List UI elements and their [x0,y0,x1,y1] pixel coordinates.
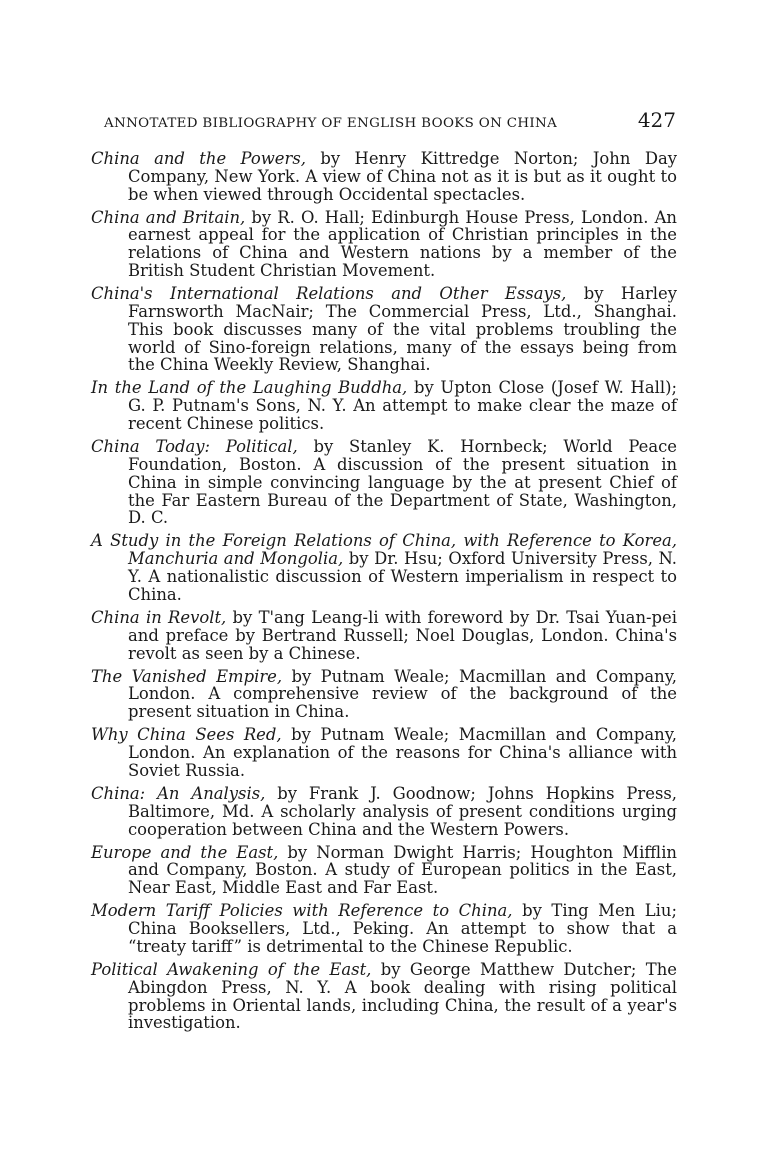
entry-text: by Harley Farnsworth MacNair; The Commercial Press, Ltd., Shanghai. This book discusses many of the vital problems troubling the world of Sino-foreign relations, many of the essays being from the China Weekly Review, Shanghai. [128,284,678,375]
entry-text: by Frank J. Goodnow; Johns Hopkins Press, Baltimore, Md. A scholarly analysis of present conditions urging cooperation between China and the Western Powers. [128,783,677,839]
bibliography-entry [91,609,677,662]
entry-title: Why China Sees Red, [91,725,282,745]
entry-text: by R. O. Hall; Edinburgh House Press, London. An earnest appeal for the application of Christian principles in the relations of China and Western nations by a member of the British Student Christian Movement. [128,207,677,281]
bibliography-entry [91,844,677,897]
bibliography-entry [91,438,677,527]
bibliography-entry [91,150,677,203]
running-head: ANNOTATED BIBLIOGRAPHY OF ENGLISH BOOKS ON CHINA [104,116,558,131]
entry-text: by Upton Close (Josef W. Hall); G. P. Putnam's Sons, N. Y. An attempt to make clear the maze of recent Chinese politics. [128,378,677,434]
bibliography-entry [91,785,677,838]
entry-title: China Today: Political, [91,437,298,457]
entry-text: by Henry Kittredge Norton; John Day Company, New York. A view of China not as it is but as it ought to be when viewed through Occidental spectacles. [128,149,677,204]
bibliography-entry [91,668,677,721]
bibliography-entry [91,726,677,779]
entry-title: China: An Analysis, [91,783,266,803]
entry-title: The Vanished Empire, [91,666,283,686]
entry-text: by Ting Men Liu; China Booksellers, Ltd., Peking. An attempt to show that a “treaty tariff” is detrimental to the Chinese Republic. [128,901,677,956]
page-number: 427 [637,108,676,132]
bibliography-entry [91,902,677,955]
entry-text: by T'ang Leang-li with foreword by Dr. Tsai Yuan-pei and preface by Bertrand Russell; Noel Douglas, London. China's revolt as seen by a Chinese. [128,607,677,663]
bibliography-entry [91,379,677,432]
entry-title: A Study in the Foreign Relations of China, with Reference to Korea, Manchuria and Mongolia, [91,531,677,569]
entry-title: In the Land of the Laughing Buddha, [91,378,408,398]
entry-title: China's International Relations and Other Essays, [91,284,567,304]
entry-title: Modern Tariff Policies with Reference to China, [91,901,513,921]
entry-text: by George Matthew Dutcher; The Abingdon Press, N. Y. A book dealing with rising political problems in Oriental lands, including China, the result of a year's investigation. [128,960,677,1033]
bibliography-entry [91,961,677,1032]
entry-text: by Putnam Weale; Macmillan and Company, London. A comprehensive review of the background of the present situation in China. [128,666,677,722]
bibliography-entry [91,285,677,374]
bibliography-list [91,150,677,1038]
entry-text: by Stanley K. Hornbeck; World Peace Foundation, Boston. A discussion of the present situation in China in simple convincing language by the at present Chief of the Far Eastern Bureau of the Department of State, Washington, D. C. [128,437,677,528]
entry-title: Political Awakening of the East, [91,960,372,980]
entry-title: Europe and the East, [91,842,279,862]
entry-text: by Dr. Hsu; Oxford University Press, N. Y. A nationalistic discussion of Western imperialism in respect to China. [128,549,678,604]
entry-title: China in Revolt, [91,607,227,627]
entry-text: by Putnam Weale; Macmillan and Company, London. An explanation of the reasons for China's alliance with Soviet Russia. [128,725,677,780]
entry-title: China and the Powers, [91,149,306,168]
entry-title: China and Britain, [91,207,246,227]
page-header [104,108,676,132]
entry-text: by Norman Dwight Harris; Houghton Mifflin and Company, Boston. A study of European politics in the East, Near East, Middle East and Far East. [128,842,677,898]
bibliography-entry [91,209,677,280]
bibliography-entry [91,532,677,603]
